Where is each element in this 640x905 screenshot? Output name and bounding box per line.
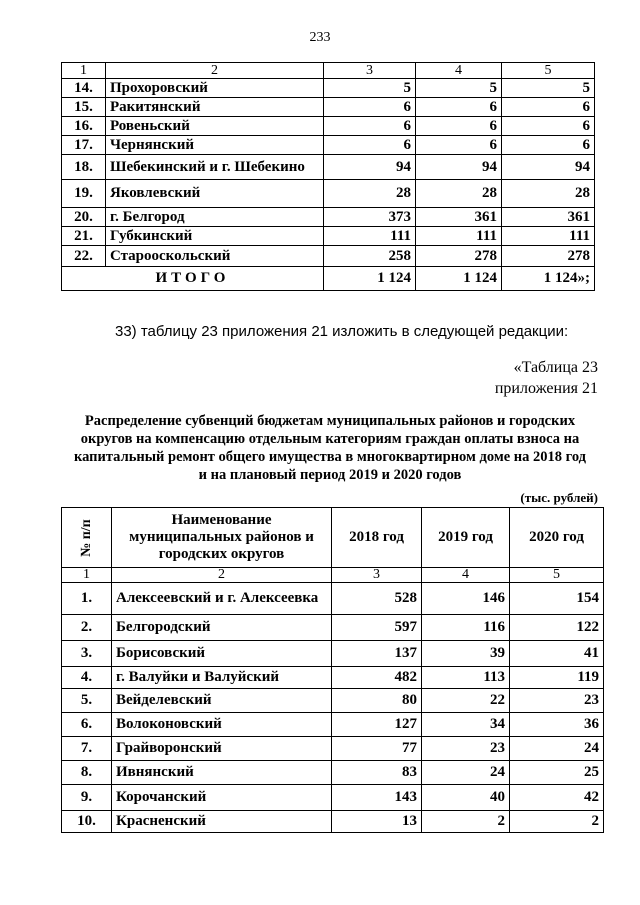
table-title-line: Распределение субвенций бюджетам муниципальных районов и городских: [84, 413, 576, 429]
row-number: 17.: [62, 136, 106, 155]
row-number: 8.: [62, 761, 112, 785]
district-name: Волоконовский: [112, 713, 332, 737]
column-number: 4: [422, 568, 510, 583]
table-row: [62, 811, 604, 833]
row-number: 10.: [62, 811, 112, 833]
value-2018: 77: [332, 737, 422, 761]
district-name: г. Валуйки и Валуйский: [112, 667, 332, 689]
total-label: ИТОГО: [62, 267, 324, 291]
value-2019: 146: [422, 583, 510, 615]
value-col3: 5: [324, 79, 416, 98]
column-number-row: [62, 568, 604, 583]
value-2020: 2: [510, 811, 604, 833]
value-col4: 6: [416, 117, 502, 136]
total-col3: 1 124: [324, 267, 416, 291]
value-col4: 6: [416, 136, 502, 155]
row-number: 20.: [62, 208, 106, 227]
table-reference-line-2: приложения 21: [494, 380, 598, 397]
value-2020: 154: [510, 583, 604, 615]
district-name: Старооскольский: [106, 246, 324, 267]
value-2020: 25: [510, 761, 604, 785]
value-2019: 40: [422, 785, 510, 811]
row-number: 18.: [62, 155, 106, 180]
row-number: 5.: [62, 689, 112, 713]
value-2019: 34: [422, 713, 510, 737]
value-col4: 361: [416, 208, 502, 227]
table-row: [62, 785, 604, 811]
district-name: Губкинский: [106, 227, 324, 246]
value-2019: 113: [422, 667, 510, 689]
table-title-line: округов на компенсацию отдельным категориям граждан оплаты взноса на: [80, 431, 580, 447]
value-col5: 28: [502, 180, 595, 208]
value-2020: 122: [510, 615, 604, 641]
value-2018: 137: [332, 641, 422, 667]
table-row: [62, 246, 595, 267]
table-row: [62, 713, 604, 737]
table-row: [62, 689, 604, 713]
district-name: г. Белгород: [106, 208, 324, 227]
row-number: 7.: [62, 737, 112, 761]
value-col3: 6: [324, 98, 416, 117]
value-col3: 6: [324, 136, 416, 155]
table-row: [62, 615, 604, 641]
total-col4: 1 124: [416, 267, 502, 291]
value-col5: 5: [502, 79, 595, 98]
row-number: 16.: [62, 117, 106, 136]
amendment-instruction: 33) таблицу 23 приложения 21 изложить в следующей редакции:: [115, 323, 569, 340]
header-2020: 2020 год: [510, 508, 604, 568]
value-2020: 41: [510, 641, 604, 667]
value-col5: 111: [502, 227, 595, 246]
district-name: Красненский: [112, 811, 332, 833]
value-col4: 278: [416, 246, 502, 267]
value-col3: 111: [324, 227, 416, 246]
value-col3: 258: [324, 246, 416, 267]
value-2018: 143: [332, 785, 422, 811]
districts-table-continued: [61, 62, 595, 291]
table-title-line: и на плановый период 2019 и 2020 годов: [198, 467, 462, 483]
value-2020: 24: [510, 737, 604, 761]
column-number: 5: [502, 63, 595, 79]
district-name: Прохоровский: [106, 79, 324, 98]
header-2019: 2019 год: [422, 508, 510, 568]
district-name: Алексеевский и г. Алексеевка: [112, 583, 332, 615]
row-number: 1.: [62, 583, 112, 615]
district-name: Яковлевский: [106, 180, 324, 208]
value-2019: 23: [422, 737, 510, 761]
column-number: 1: [62, 63, 106, 79]
value-col3: 94: [324, 155, 416, 180]
table-row: [62, 98, 595, 117]
district-name: Грайворонский: [112, 737, 332, 761]
table-row: [62, 737, 604, 761]
row-number: 21.: [62, 227, 106, 246]
value-2019: 24: [422, 761, 510, 785]
subventions-table: [61, 507, 604, 833]
table-title-line: капитальный ремонт общего имущества в многоквартирном доме на 2018 год: [73, 449, 587, 465]
value-2018: 80: [332, 689, 422, 713]
page-number: 233: [309, 30, 331, 45]
value-2019: 22: [422, 689, 510, 713]
row-number: 3.: [62, 641, 112, 667]
value-2020: 42: [510, 785, 604, 811]
header-2018: 2018 год: [332, 508, 422, 568]
table-row: [62, 227, 595, 246]
table-row: [62, 641, 604, 667]
table-row: [62, 761, 604, 785]
row-number: 19.: [62, 180, 106, 208]
total-col5: 1 124»;: [502, 267, 595, 291]
value-col4: 94: [416, 155, 502, 180]
value-col4: 5: [416, 79, 502, 98]
value-2018: 482: [332, 667, 422, 689]
value-col3: 6: [324, 117, 416, 136]
value-2019: 116: [422, 615, 510, 641]
column-number: 5: [510, 568, 604, 583]
table-row: [62, 79, 595, 98]
value-2018: 13: [332, 811, 422, 833]
value-col5: 6: [502, 98, 595, 117]
column-number: 2: [112, 568, 332, 583]
value-col5: 6: [502, 136, 595, 155]
row-number: 9.: [62, 785, 112, 811]
table-row: [62, 583, 604, 615]
district-name: Ровеньский: [106, 117, 324, 136]
value-col3: 373: [324, 208, 416, 227]
column-number: 3: [324, 63, 416, 79]
district-name: Вейделевский: [112, 689, 332, 713]
value-2019: 39: [422, 641, 510, 667]
district-name: Шебекинский и г. Шебекино: [106, 155, 324, 180]
value-2018: 528: [332, 583, 422, 615]
column-number-row: [62, 63, 595, 79]
table-reference-line-1: «Таблица 23: [513, 359, 598, 376]
value-col3: 28: [324, 180, 416, 208]
table-row: [62, 667, 604, 689]
district-name: Ивнянский: [112, 761, 332, 785]
value-2018: 127: [332, 713, 422, 737]
row-number: 4.: [62, 667, 112, 689]
column-number: 1: [62, 568, 112, 583]
table-header-row: [62, 508, 604, 568]
value-col4: 6: [416, 98, 502, 117]
value-2019: 2: [422, 811, 510, 833]
row-number: 22.: [62, 246, 106, 267]
value-col5: 361: [502, 208, 595, 227]
district-name: Борисовский: [112, 641, 332, 667]
column-number: 4: [416, 63, 502, 79]
row-number: 15.: [62, 98, 106, 117]
value-col5: 94: [502, 155, 595, 180]
district-name: Белгородский: [112, 615, 332, 641]
column-number: 2: [106, 63, 324, 79]
district-name: Корочанский: [112, 785, 332, 811]
header-name: Наименование муниципальных районов и городских округов: [112, 508, 332, 568]
value-2020: 36: [510, 713, 604, 737]
value-2020: 23: [510, 689, 604, 713]
header-number: № п/п: [78, 519, 94, 557]
value-col4: 111: [416, 227, 502, 246]
district-name: Ракитянский: [106, 98, 324, 117]
row-number: 6.: [62, 713, 112, 737]
value-col4: 28: [416, 180, 502, 208]
table-row: [62, 180, 595, 208]
table-row: [62, 117, 595, 136]
value-col5: 6: [502, 117, 595, 136]
unit-label: (тыс. рублей): [520, 490, 598, 505]
district-name: Чернянский: [106, 136, 324, 155]
row-number: 2.: [62, 615, 112, 641]
table-row: [62, 208, 595, 227]
column-number: 3: [332, 568, 422, 583]
value-2020: 119: [510, 667, 604, 689]
total-row: [62, 267, 595, 291]
table-row: [62, 136, 595, 155]
header-number-cell: [62, 508, 112, 568]
row-number: 14.: [62, 79, 106, 98]
value-2018: 83: [332, 761, 422, 785]
table-row: [62, 155, 595, 180]
value-col5: 278: [502, 246, 595, 267]
value-2018: 597: [332, 615, 422, 641]
